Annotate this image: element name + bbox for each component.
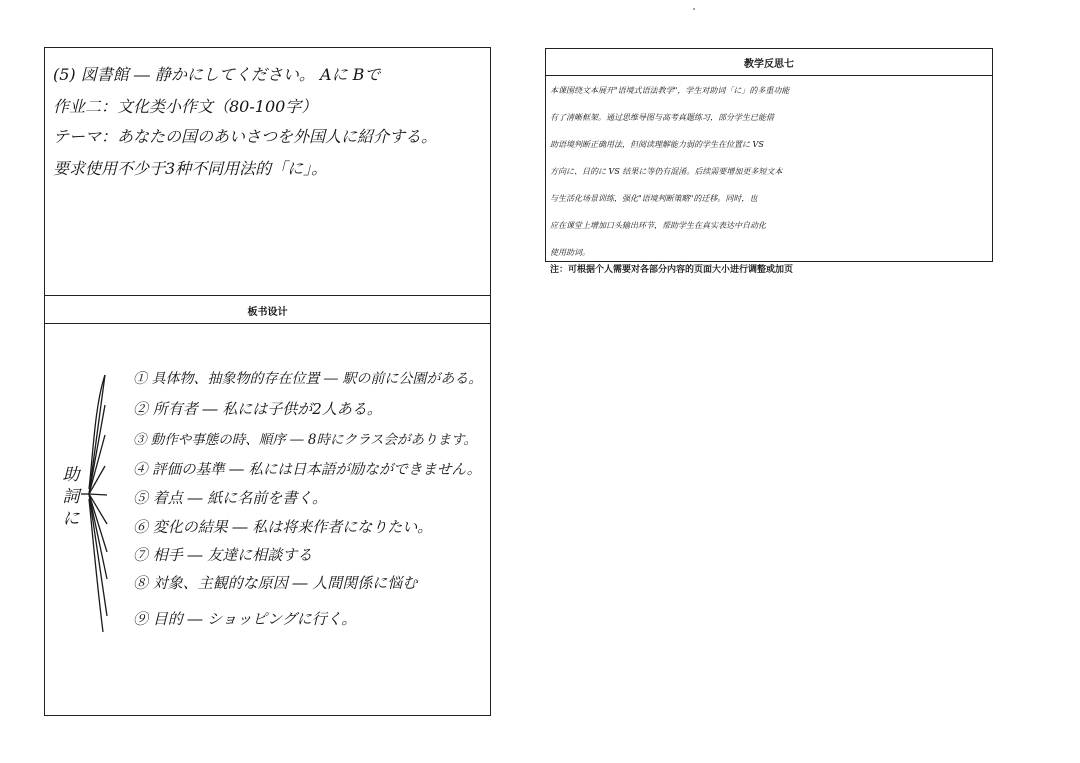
reflection-line: 应在课堂上增加口头输出环节，帮助学生在真实表达中自动化 (550, 221, 766, 230)
board-item-9: ⑨ 目的 ― ショッピングに行く。 (133, 610, 357, 628)
board-item-1: ① 具体物、抽象物的存在位置 ― 駅の前に公園がある。 (133, 371, 483, 387)
board-item-5: ⑤ 着点 ― 紙に名前を書く。 (133, 489, 328, 507)
reflection-line: 使用助词。 (550, 248, 590, 257)
board-item-3: ③ 動作や事態の時、順序 ― 8時にクラス会があります。 (133, 432, 477, 448)
board-item-2: ② 所有者 ― 私には子供が2人ある。 (133, 400, 382, 418)
teaching-reflection-box (545, 48, 993, 262)
board-design-box (44, 323, 491, 716)
example-line: (5) 図書館 ― 静かにしてください。 Aに Bで (53, 65, 381, 84)
board-design-title: 板书设计 (247, 307, 288, 318)
reflection-line: 助语境判断正确用法，但阅读理解能力弱的学生在位置に VS (550, 140, 764, 149)
board-item-7: ⑦ 相手 ― 友達に相談する (133, 546, 313, 564)
homework-requirement: 要求使用不少于3种不同用法的「に」。 (53, 159, 328, 178)
board-side-label: 助詞に (62, 465, 80, 529)
reflection-title: 教学反思七 (546, 49, 992, 76)
reflection-body (550, 77, 988, 266)
reflection-line: 与生活化场景训练，强化"语境判断策略"的迁移。同时，也 (550, 194, 758, 203)
page-note: 注：可根据个人需要对各部分内容的页面大小进行调整或加页 (550, 265, 794, 275)
board-item-6: ⑥ 変化の結果 ― 私は将来作者になりたい。 (133, 518, 433, 536)
reflection-line: 本课围绕文本展开"语境式语法教学"，学生对助词「に」的多重功能 (550, 86, 790, 95)
homework-title: 作业二：文化类小作文（80-100字） (53, 97, 318, 116)
homework-box (44, 47, 491, 296)
reflection-line: 有了清晰框架。通过思维导图与高考真题练习，部分学生已能借 (550, 113, 774, 122)
board-item-4: ④ 評価の基準 ― 私には日本語が励なができません。 (133, 462, 482, 478)
scan-speck (693, 8, 695, 10)
board-design-header (44, 295, 491, 324)
board-item-8: ⑧ 対象、主観的な原因 ― 人間関係に悩む (133, 574, 418, 592)
reflection-line: 方向に、目的に VS 结果に等仍有混淆。后续需要增加更多短文本 (550, 167, 783, 176)
homework-theme: テーマ：あなたの国のあいさつを外国人に紹介する。 (53, 127, 438, 146)
